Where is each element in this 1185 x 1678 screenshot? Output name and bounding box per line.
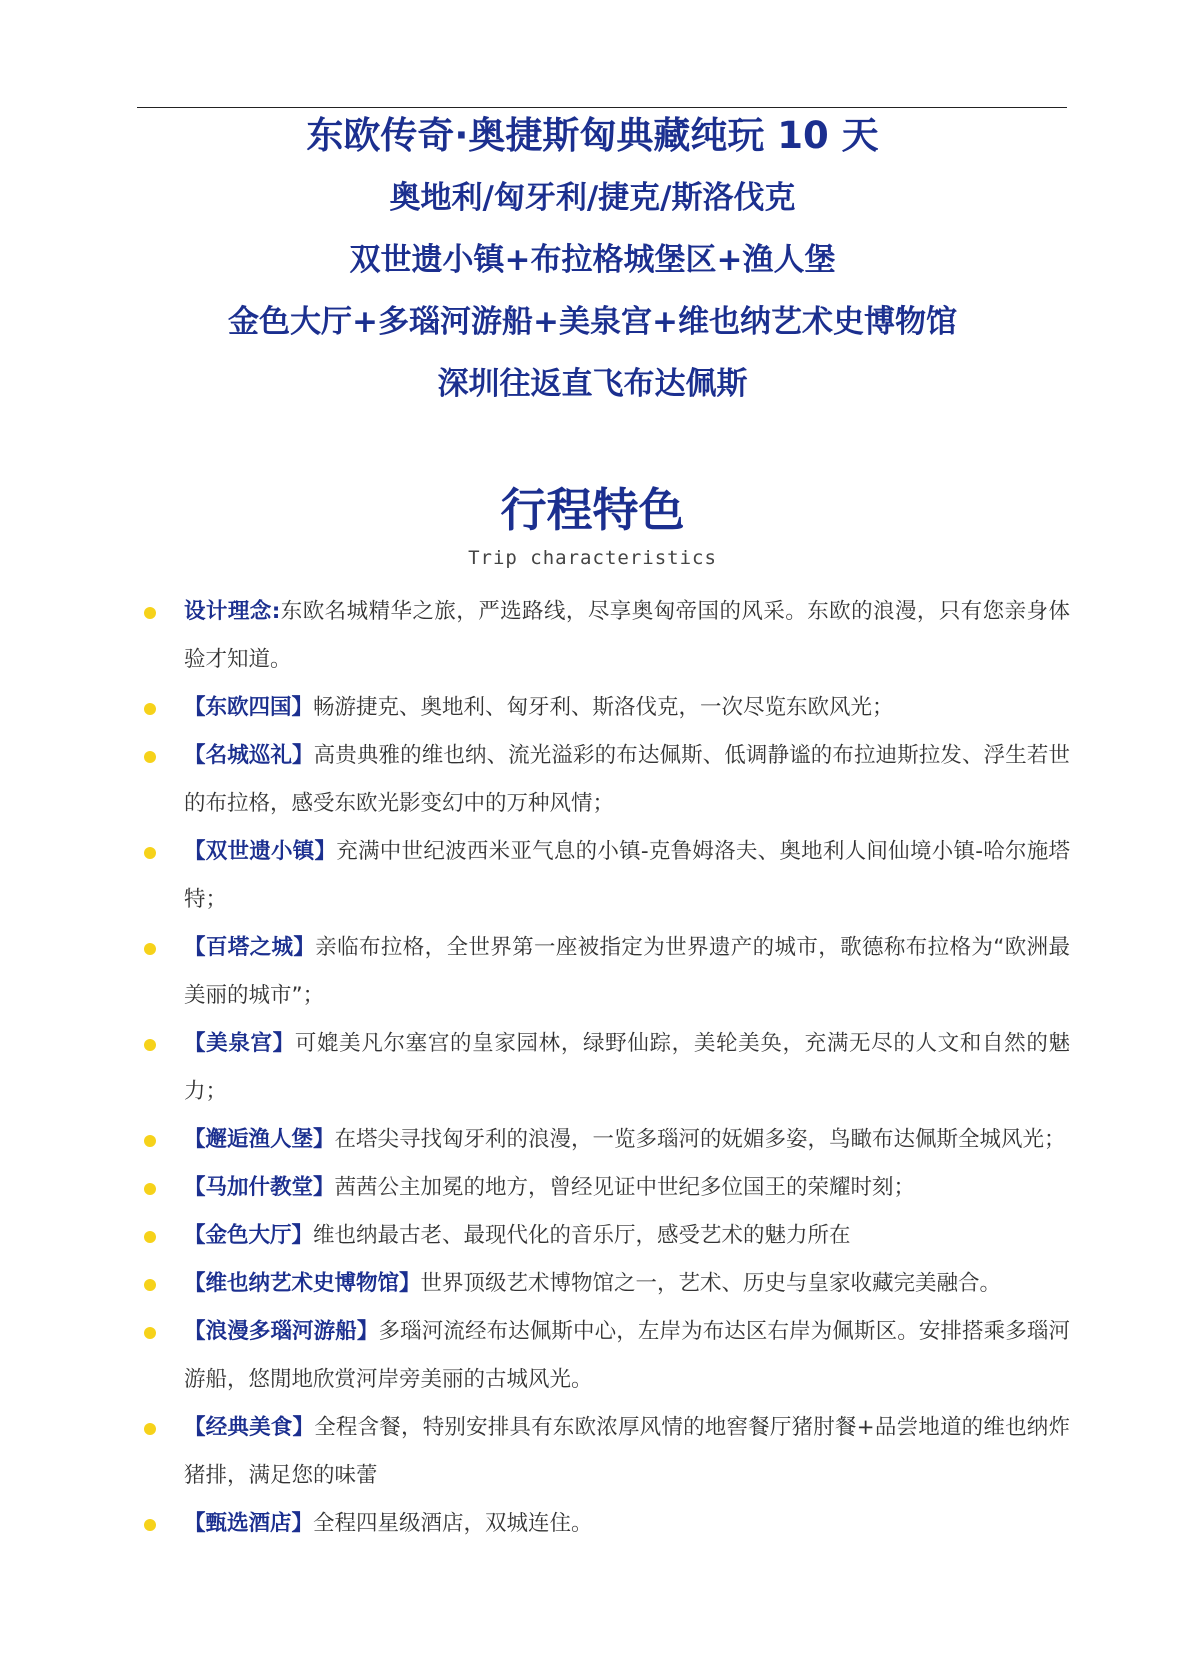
feature-label: 【马加什教堂】 <box>184 1175 335 1200</box>
bullet-dot-icon <box>144 751 156 763</box>
feature-text: 高贵典雅的维也纳、流光溢彩的布达佩斯、低调静谧的布拉迪斯拉发、浮生若世的布拉格，感受东欧光影变幻中的万种风情； <box>184 743 1070 816</box>
feature-label: 【百塔之城】 <box>184 935 316 960</box>
bullet-dot-icon <box>144 1135 156 1147</box>
bullet-dot-icon <box>144 1423 156 1435</box>
bullet-dot-icon <box>144 1183 156 1195</box>
feature-text: 在塔尖寻找匈牙利的浪漫，一览多瑙河的妩媚多姿，鸟瞰布达佩斯全城风光； <box>334 1127 1066 1152</box>
bullet-dot-icon <box>144 703 156 715</box>
highlights-line-2: 金色大厅+多瑙河游船+美泉宫+维也纳艺术史博物馆 <box>228 304 957 340</box>
feature-text: 世界顶级艺术博物馆之一，艺术、历史与皇家收藏完美融合。 <box>420 1271 1002 1296</box>
countries-line: 奥地利/匈牙利/捷克/斯洛伐克 <box>389 180 796 216</box>
feature-item <box>140 1212 1070 1260</box>
bullet-dot-icon <box>144 847 156 859</box>
feature-item <box>140 1260 1070 1308</box>
feature-label: 【东欧四国】 <box>184 695 314 720</box>
feature-label: 【浪漫多瑙河游船】 <box>184 1319 379 1344</box>
feature-label: 【维也纳艺术史博物馆】 <box>184 1271 421 1296</box>
feature-text: 茜茜公主加冕的地方，曾经见证中世纪多位国王的荣耀时刻； <box>334 1175 916 1200</box>
feature-item <box>140 1404 1070 1500</box>
feature-item <box>140 684 1070 732</box>
main-title: 东欧传奇·奥捷斯匈典藏纯玩 10 天 <box>306 114 879 157</box>
top-divider <box>137 107 1067 108</box>
feature-item <box>140 1164 1070 1212</box>
feature-label: 设计理念: <box>184 599 281 624</box>
feature-label: 【美泉宫】 <box>184 1031 295 1056</box>
feature-label: 【经典美食】 <box>184 1415 315 1440</box>
feature-item <box>140 1308 1070 1404</box>
feature-text: 多瑙河流经布达佩斯中心，左岸为布达区右岸为佩斯区。安排搭乘多瑙河游船，悠閒地欣赏河岸旁美丽的古城风光。 <box>184 1319 1070 1392</box>
feature-text: 可媲美凡尔塞宫的皇家园林，绿野仙踪，美轮美奂，充满无尽的人文和自然的魅力； <box>184 1031 1070 1104</box>
feature-item <box>140 924 1070 1020</box>
bullet-dot-icon <box>144 1039 156 1051</box>
feature-text: 全程四星级酒店，双城连住。 <box>313 1511 593 1536</box>
feature-label: 【邂逅渔人堡】 <box>184 1127 335 1152</box>
section-subtitle: Trip characteristics <box>468 547 717 569</box>
feature-item <box>140 1020 1070 1116</box>
header <box>0 112 1185 404</box>
flight-line: 深圳往返直飞布达佩斯 <box>437 366 748 402</box>
feature-text: 充满中世纪波西米亚气息的小镇-克鲁姆洛夫、奥地利人间仙境小镇-哈尔施塔特； <box>184 839 1070 912</box>
feature-item <box>140 732 1070 828</box>
bullet-dot-icon <box>144 1279 156 1291</box>
feature-item <box>140 1500 1070 1548</box>
feature-label: 【双世遗小镇】 <box>184 839 337 864</box>
feature-item <box>140 1116 1070 1164</box>
bullet-dot-icon <box>144 1231 156 1243</box>
feature-item <box>140 588 1070 684</box>
feature-text: 畅游捷克、奥地利、匈牙利、斯洛伐克，一次尽览东欧风光； <box>313 695 894 720</box>
bullet-dot-icon <box>144 1519 156 1531</box>
feature-list <box>140 588 1070 1548</box>
highlights-line-1: 双世遗小镇+布拉格城堡区+渔人堡 <box>349 242 836 278</box>
feature-item <box>140 828 1070 924</box>
bullet-dot-icon <box>144 1327 156 1339</box>
feature-text: 亲临布拉格，全世界第一座被指定为世界遗产的城市，歌德称布拉格为“欧洲最美丽的城市”； <box>184 935 1070 1008</box>
feature-label: 【甄选酒店】 <box>184 1511 314 1536</box>
feature-label: 【名城巡礼】 <box>184 743 314 768</box>
feature-label: 【金色大厅】 <box>184 1223 314 1248</box>
feature-text: 全程含餐，特别安排具有东欧浓厚风情的地窖餐厅猪肘餐+品尝地道的维也纳炸猪排，满足您的味蕾 <box>184 1415 1070 1488</box>
bullet-dot-icon <box>144 943 156 955</box>
feature-text: 维也纳最古老、最现代化的音乐厅，感受艺术的魅力所在 <box>313 1223 851 1248</box>
feature-text: 东欧名城精华之旅，严选路线，尽享奥匈帝国的风采。东欧的浪漫，只有您亲身体验才知道。 <box>184 599 1070 672</box>
section-title: 行程特色 <box>500 483 685 537</box>
bullet-dot-icon <box>144 607 156 619</box>
